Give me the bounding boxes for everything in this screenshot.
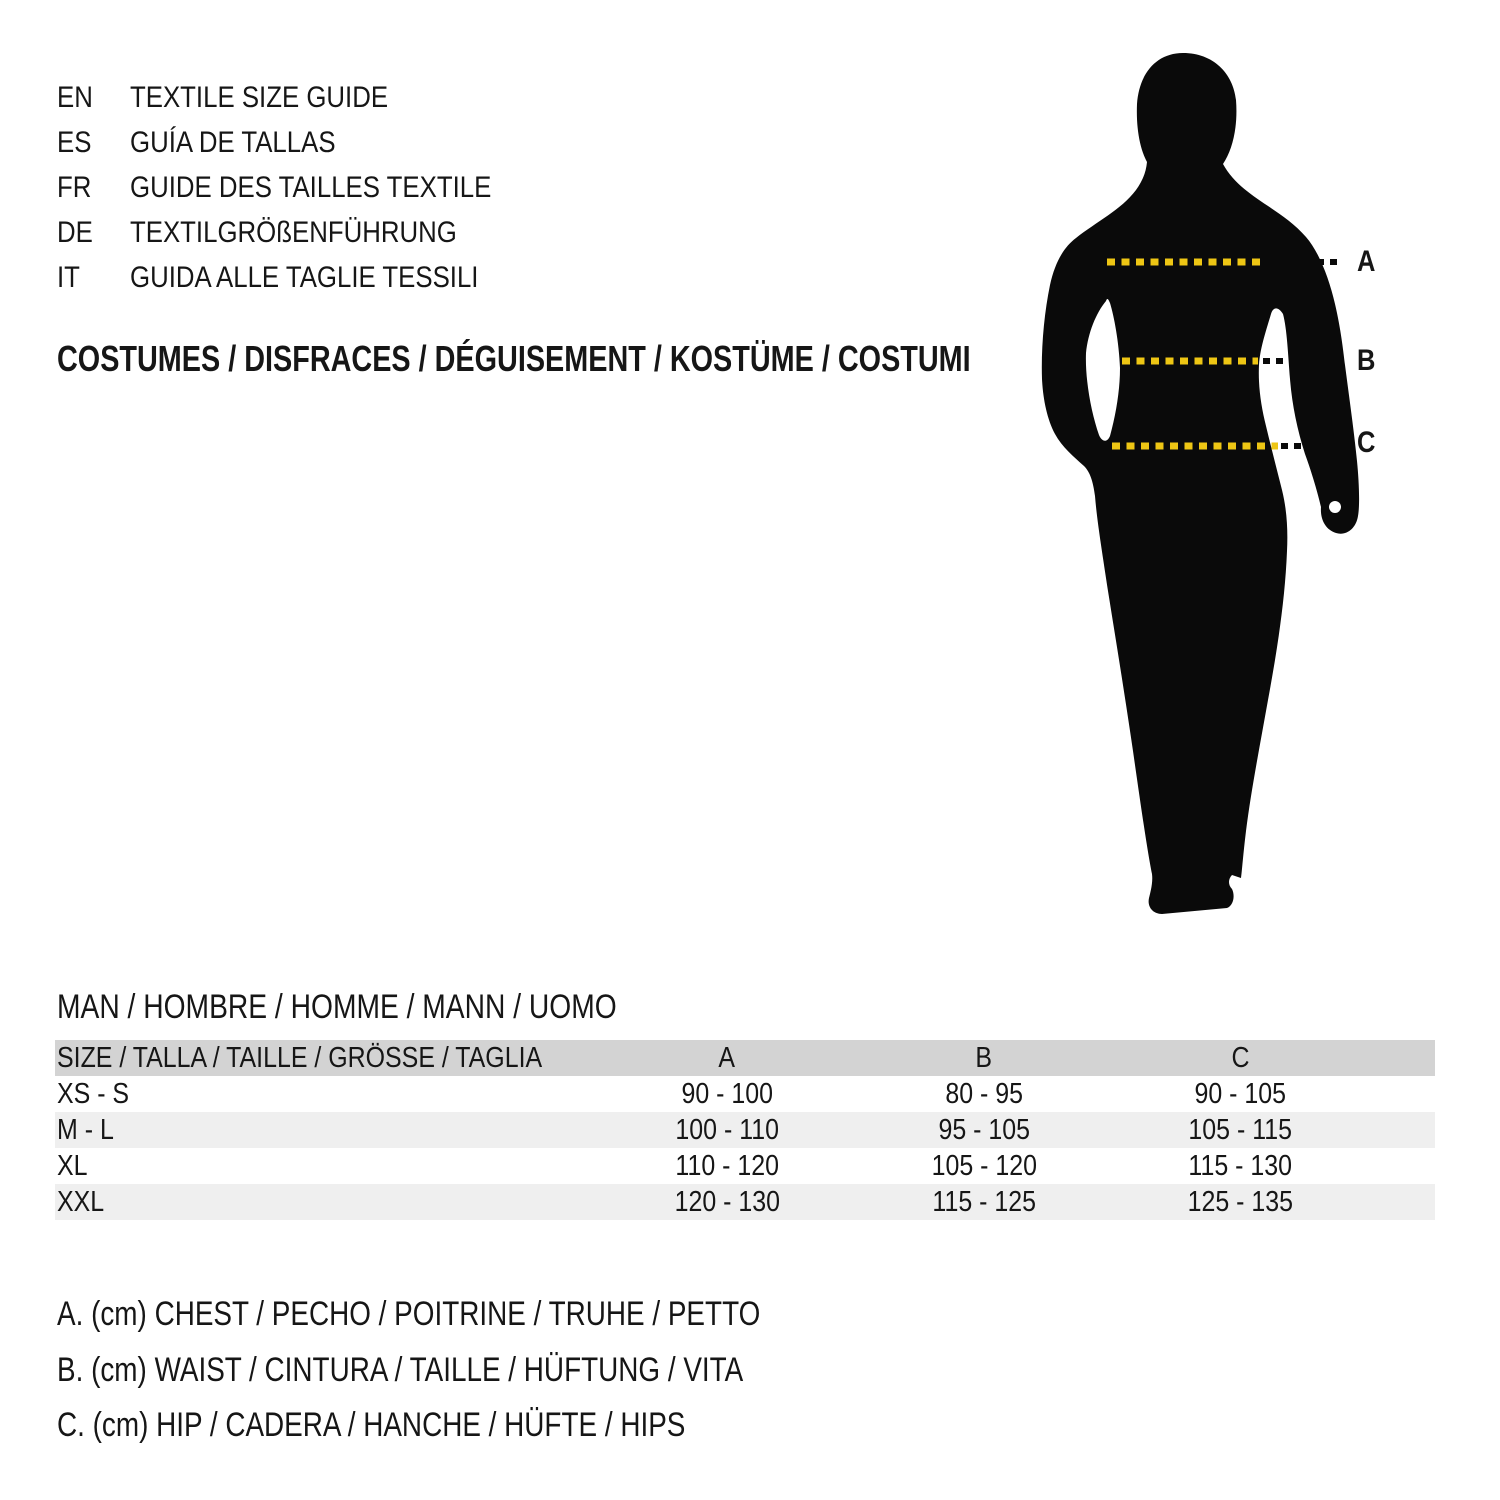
table-row-xl [55,1148,1435,1184]
measurement-label-a: A [1357,245,1376,278]
language-code: IT [57,261,80,294]
header-col-a: A [718,1042,736,1074]
language-guide-title: GUÍA DE TALLAS [130,126,336,159]
category-title: COSTUMES / DISFRACES / DÉGUISEMENT / KOSTÜME / COSTUMI [57,338,971,379]
measurement-label-b: B [1357,344,1376,377]
value-b: 115 - 125 [932,1186,1036,1218]
value-a: 110 - 120 [675,1150,779,1182]
header-filler [1374,1040,1435,1076]
legend-item-hip: C. (cm) HIP / CADERA / HANCHE / HÜFTE / HIPS [57,1406,686,1444]
header-col-c: C [1230,1042,1250,1074]
measurement-label-c: C [1357,426,1376,459]
header-size-column: SIZE / TALLA / TAILLE / GRÖSSE / TAGLIA [57,1042,543,1074]
hand-thumb-gap [1329,501,1341,513]
language-guide-title: GUIDA ALLE TAGLIE TESSILI [130,261,479,294]
value-c: 105 - 115 [1188,1114,1292,1146]
language-code: ES [57,126,92,159]
size-cell: XL [57,1150,88,1182]
language-code: FR [57,171,92,204]
language-guide-title: TEXTILE SIZE GUIDE [130,81,389,114]
value-a: 100 - 110 [675,1114,779,1146]
value-b: 95 - 105 [938,1114,1030,1146]
measurement-legend [57,1297,915,1453]
legend-item-waist: B. (cm) WAIST / CINTURA / TAILLE / HÜFTUNG / VITA [57,1351,744,1389]
value-b: 105 - 120 [931,1150,1037,1182]
value-a: 120 - 130 [674,1186,780,1218]
value-b: 80 - 95 [945,1078,1023,1110]
language-code: EN [57,81,93,114]
size-cell: M - L [57,1114,114,1146]
section-title-man: MAN / HOMBRE / HOMME / MANN / UOMO [57,988,617,1026]
value-c: 125 - 135 [1187,1186,1293,1218]
table-row-xs-s [55,1076,1435,1112]
man-silhouette [1042,53,1359,914]
language-code: DE [57,216,93,249]
legend-item-chest: A. (cm) CHEST / PECHO / POITRINE / TRUHE / PETTO [57,1295,761,1333]
language-guide-title: GUIDE DES TAILLES TEXTILE [130,171,492,204]
table-row-m-l [55,1112,1435,1148]
language-guide-title: TEXTILGRÖßENFÜHRUNG [130,216,457,249]
header-col-b: B [975,1042,993,1074]
value-c: 115 - 130 [1188,1150,1292,1182]
size-cell: XXL [57,1186,105,1218]
value-c: 90 - 105 [1194,1078,1286,1110]
table-row-xxl [55,1184,1435,1220]
size-cell: XS - S [57,1078,130,1110]
value-a: 90 - 100 [681,1078,773,1110]
size-table-header-row [55,1040,1435,1076]
man-silhouette-figure [1000,30,1460,960]
size-table [55,1040,1435,1220]
